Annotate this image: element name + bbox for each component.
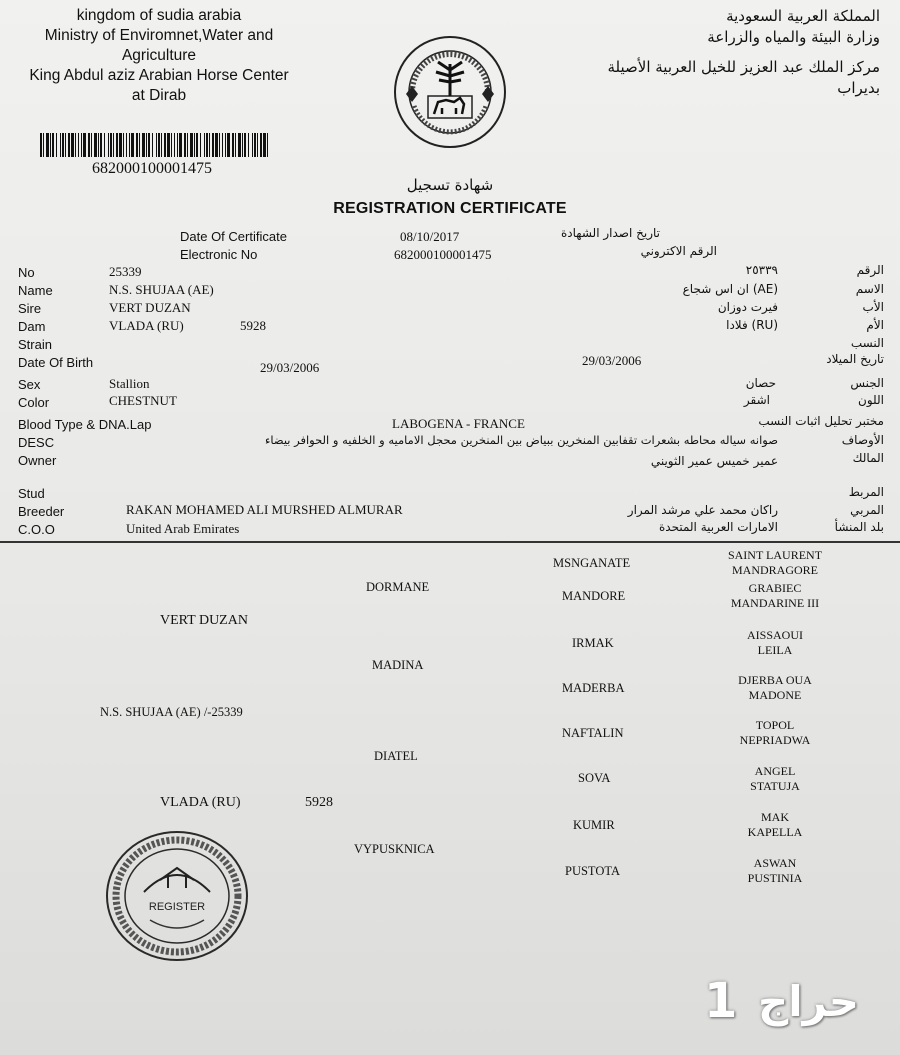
pedigree-great-grandparent: PUSTOTA — [565, 864, 621, 878]
coo-label-ar: بلد المنشأ — [834, 520, 884, 534]
breeder-value: RAKAN MOHAMED ALI MURSHED ALMURAR — [126, 502, 403, 517]
name-label: Name — [18, 283, 53, 298]
date-of-certificate-label: Date Of Certificate — [180, 229, 287, 244]
dam-value: VLADA (RU) — [109, 318, 184, 333]
barcode-icon — [40, 133, 272, 157]
header-en-line-4: King Abdul aziz Arabian Horse Center — [29, 67, 289, 84]
register-stamp-icon — [104, 828, 250, 964]
desc-label-ar: الأوصاف — [841, 433, 884, 447]
pedigree-gg-pair — [700, 548, 850, 578]
header-ar-line-3: مركز الملك عبد العزيز للخيل العربية الأصيلة — [607, 58, 880, 76]
dam-value-ar: (RU) فلادا — [726, 318, 778, 332]
pedigree-gg-name: TOPOL — [755, 718, 795, 732]
no-value: 25339 — [109, 264, 142, 279]
breeder-value-ar: راكان محمد علي مرشد المرار — [627, 503, 778, 517]
owner-label-ar: المالك — [852, 451, 884, 465]
pedigree-gg-pair — [700, 673, 850, 703]
pedigree-sire: VERT DUZAN — [160, 613, 248, 628]
pedigree-great-grandparent: NAFTALIN — [562, 726, 624, 740]
stud-label: Stud — [18, 486, 45, 501]
dam-label: Dam — [18, 319, 46, 334]
desc-label: DESC — [18, 435, 55, 450]
pedigree-gg-name: MAK — [760, 810, 789, 824]
pedigree-great-grandparent: KUMIR — [573, 818, 615, 832]
pedigree-grandparent: DIATEL — [374, 749, 418, 763]
blood-type-label: Blood Type & DNA.Lap — [18, 417, 152, 432]
breeder-label: Breeder — [18, 504, 65, 519]
pedigree-grandparent: MADINA — [372, 658, 424, 672]
sex-label-ar: الجنس — [850, 376, 884, 390]
no-label-ar: الرقم — [856, 263, 884, 277]
pedigree-gg-name: ANGEL — [754, 764, 796, 778]
header-en-line-5: at Dirab — [131, 87, 187, 104]
dam-number: 5928 — [240, 318, 266, 333]
date-of-certificate-label-ar: تاريخ اصدار الشهادة — [561, 226, 660, 240]
pedigree-gg-pair — [700, 810, 850, 840]
sire-value-ar: فيرت دوزان — [717, 300, 778, 314]
name-value-ar: (AE) ان اس شجاع — [682, 282, 778, 296]
dam-label-ar: الأم — [866, 318, 884, 332]
pedigree-great-grandparent: MADERBA — [562, 681, 625, 695]
sire-value: VERT DUZAN — [109, 300, 191, 315]
dob-label: Date Of Birth — [18, 355, 94, 370]
pedigree-gg-pair — [700, 628, 850, 658]
header-en-line-3: Agriculture — [121, 47, 197, 64]
title-english: REGISTRATION CERTIFICATE — [333, 200, 567, 217]
sire-label: Sire — [18, 301, 42, 316]
header-english — [14, 6, 304, 106]
no-value-ar: ٢٥٣٣٩ — [745, 263, 778, 277]
color-value-ar: اشقر — [743, 393, 770, 407]
pedigree-gg-pair — [700, 581, 850, 611]
name-label-ar: الاسم — [855, 282, 884, 296]
pedigree-grandparent: VYPUSKNICA — [354, 842, 435, 856]
name-value: N.S. SHUJAA (AE) — [109, 282, 214, 297]
blood-type-label-ar: مختبر تحليل اثبات النسب — [758, 414, 884, 428]
stamp-center-text: REGISTER — [148, 901, 206, 913]
header-en-line-1: kingdom of sudia arabia — [76, 7, 242, 24]
pedigree-gg-name: MANDARINE III — [730, 596, 820, 610]
sire-label-ar: الأب — [862, 300, 884, 314]
owner-label: Owner — [18, 453, 57, 468]
watermark-text: حراج — [758, 977, 860, 1026]
sex-label: Sex — [18, 377, 41, 392]
title-arabic: شهادة تسجيل — [406, 176, 494, 194]
pedigree-gg-pair — [700, 764, 850, 794]
pedigree-dam: VLADA (RU) — [160, 795, 241, 810]
dob-value: 29/03/2006 — [260, 360, 320, 375]
blood-type-value: LABOGENA - FRANCE — [392, 416, 525, 431]
pedigree-gg-name: AISSAOUI — [746, 628, 803, 642]
sex-value: Stallion — [109, 376, 150, 391]
pedigree-great-grandparent: MANDORE — [562, 589, 626, 603]
watermark-number-icon: 1 — [704, 973, 738, 1029]
pedigree-gg-name: LEILA — [757, 643, 793, 657]
pedigree-great-grandparent: MSNGANATE — [553, 556, 631, 570]
pedigree-gg-name: NEPRIADWA — [739, 733, 811, 747]
stud-label-ar: المربط — [848, 485, 884, 499]
strain-label: Strain — [18, 337, 52, 352]
pedigree-grandparent: DORMANE — [366, 580, 430, 594]
header-en-line-2: Ministry of Enviromnet,Water and — [44, 27, 274, 44]
pedigree-gg-name: KAPELLA — [747, 825, 803, 839]
pedigree-gg-name: SAINT LAURENT — [727, 548, 823, 562]
strain-label-ar: النسب — [850, 336, 884, 350]
date-of-certificate-value: 08/10/2017 — [400, 229, 460, 244]
header-ar-line-2: وزارة البيئة والمياه والزراعة — [707, 28, 880, 46]
pedigree-gg-pair — [700, 718, 850, 748]
coo-label: C.O.O — [18, 522, 55, 537]
pedigree-great-grandparent: SOVA — [578, 771, 611, 785]
desc-value-ar: صوانه سياله محاطه بشعرات تقفابين المنخرين ببياض بين المنخرين محجل الاماميه و الخلفيه و الحوافر بيضاء — [264, 433, 778, 447]
breeder-label-ar: المربي — [850, 503, 884, 517]
electronic-no-label: Electronic No — [180, 247, 258, 262]
pedigree-gg-name: MANDRAGORE — [731, 563, 818, 577]
pedigree-gg-name: ASWAN — [753, 856, 797, 870]
pedigree-gg-name: STATUJA — [750, 779, 800, 793]
header-arabic — [608, 6, 881, 99]
pedigree-gg-pair — [700, 856, 850, 886]
owner-value-ar: عمير خميس عمير الثويني — [650, 454, 778, 468]
electronic-no-value: 682000100001475 — [394, 247, 492, 262]
pedigree-gg-name: PUSTINIA — [747, 871, 803, 885]
no-label: No — [18, 265, 35, 280]
sex-value-ar: حصان — [745, 376, 776, 390]
color-label-ar: اللون — [858, 393, 884, 407]
header-ar-line-4: بديراب — [837, 79, 880, 97]
barcode-number: 682000100001475 — [92, 160, 212, 177]
ministry-emblem-icon — [392, 34, 508, 150]
header-ar-line-1: المملكة العربية السعودية — [726, 7, 880, 25]
coo-value: United Arab Emirates — [126, 521, 240, 536]
haraj-watermark — [700, 975, 890, 1045]
color-value: CHESTNUT — [109, 393, 177, 408]
pedigree-gg-name: MADONE — [748, 688, 802, 702]
coo-value-ar: الامارات العربية المتحدة — [659, 520, 778, 534]
electronic-no-label-ar: الرقم الاكتروني — [640, 244, 717, 258]
dob-label-ar: تاريخ الميلاد — [826, 352, 884, 366]
pedigree-horse: N.S. SHUJAA (AE) /-25339 — [100, 705, 243, 719]
section-divider — [0, 541, 900, 543]
pedigree-great-grandparent: IRMAK — [572, 636, 614, 650]
pedigree-gg-name: DJERBA OUA — [738, 673, 812, 687]
dob-value-ar: 29/03/2006 — [582, 353, 642, 368]
color-label: Color — [18, 395, 50, 410]
pedigree-dam-number: 5928 — [305, 795, 333, 810]
pedigree-gg-name: GRABIEC — [748, 581, 802, 595]
